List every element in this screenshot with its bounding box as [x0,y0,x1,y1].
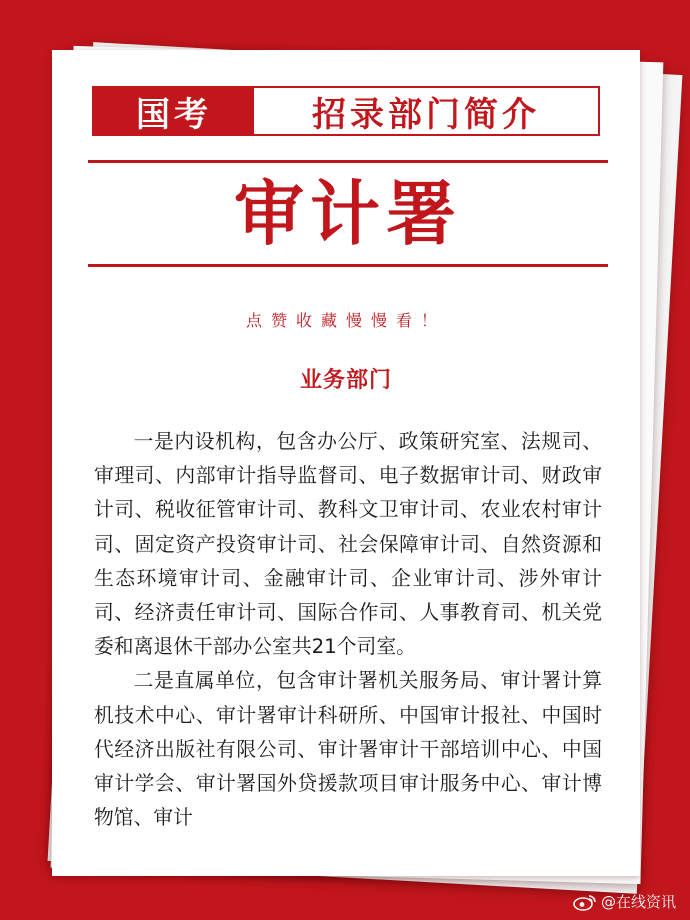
header-banner [92,86,600,136]
page-title: 审计署 [234,172,462,255]
weibo-icon [573,893,597,911]
tagline: 点赞收藏慢慢看！ [245,311,446,330]
section-heading: 业务部门 [299,368,392,393]
watermark-text: @在线资讯 [600,893,676,911]
body-text [94,425,602,835]
watermark [573,891,676,912]
header-title: 招录部门简介 [312,94,540,135]
paragraph-internal-units: 一是内设机构，包含办公厅、政策研究室、法规司、审理司、内部审计指导监督司、电子数据审计司、财政审计司、税收征管审计司、教科文卫审计司、农业农村审计司、固定资产投资审计司、社会保障审计司、自然资源和生态环境审计司、金融审计司、企业审计司、涉外审计司、经济责任审计司、国际合作司、人事教育司、机关党委和离退休干部办公室共21个司室。 [94,430,602,659]
header-tag: 国考 [94,88,254,134]
divider-bottom [88,264,608,267]
paper-sheet-front [52,50,640,876]
divider-top [88,160,608,163]
paragraph-affiliated-units: 二是直属单位，包含审计署机关服务局、审计署计算机技术中心、审计署审计科研所、中国审计报社、中国时代经济出版社有限公司、审计署审计干部培训中心、中国审计学会、审计署国外贷援款项目审计服务中心、审计博物馆、审计 [94,669,602,830]
